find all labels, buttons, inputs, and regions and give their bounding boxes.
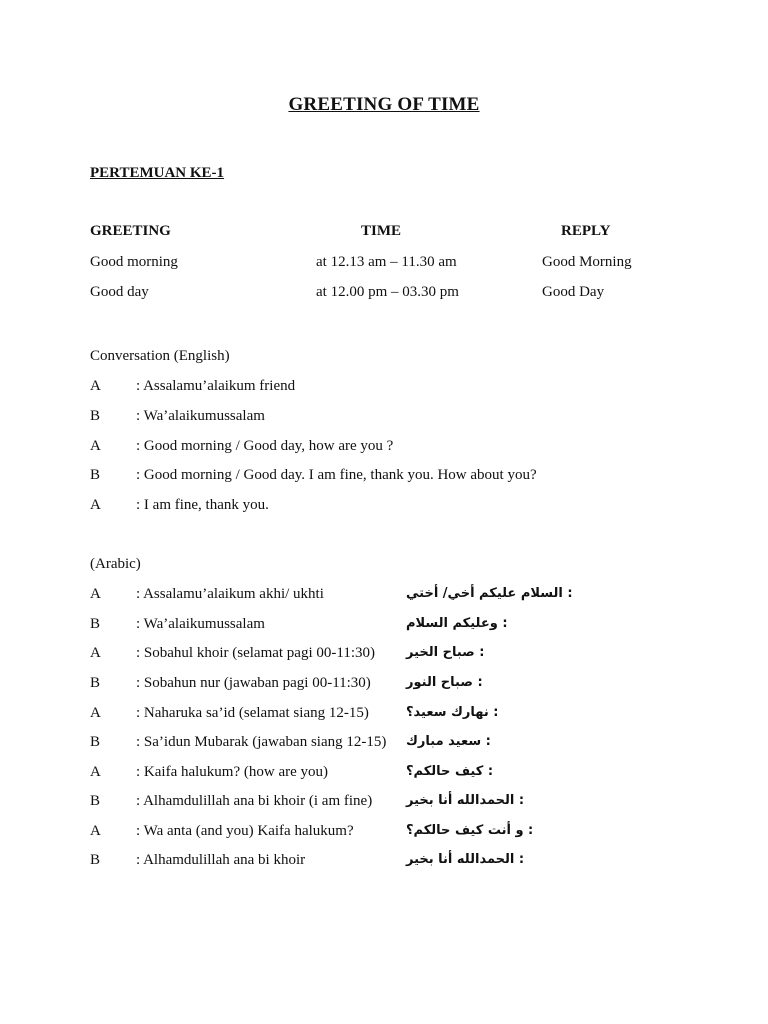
dialogue-line — [0, 793, 768, 813]
speaker: A — [90, 705, 101, 721]
speaker: A — [90, 586, 101, 602]
cell-reply: Good Day — [542, 284, 605, 300]
dialogue-text: : Wa anta (and you) Kaifa halukum? — [136, 823, 354, 839]
dialogue-line — [0, 823, 768, 843]
cell-greeting: Good day — [90, 284, 149, 300]
dialogue-text: : Good morning / Good day. I am fine, thank you. How about you? — [136, 467, 537, 483]
arabic-section-label: (Arabic) — [90, 556, 141, 572]
dialogue-line — [0, 497, 768, 517]
arabic-text: : كيف حالكم؟ — [406, 764, 494, 779]
dialogue-line — [0, 438, 768, 458]
arabic-text: : الحمدالله أنا بخير — [406, 852, 525, 867]
table-row — [0, 284, 768, 304]
speaker: A — [90, 645, 101, 661]
cell-greeting: Good morning — [90, 254, 178, 270]
dialogue-text: : Assalamu’alaikum akhi/ ukhti — [136, 586, 324, 602]
dialogue-line — [0, 645, 768, 665]
speaker: B — [90, 408, 101, 424]
dialogue-line — [0, 467, 768, 487]
dialogue-text: : I am fine, thank you. — [136, 497, 269, 513]
cell-reply: Good Morning — [542, 254, 632, 270]
document-title: GREETING OF TIME — [288, 94, 480, 115]
speaker: B — [90, 616, 101, 632]
dialogue-text: : Kaifa halukum? (how are you) — [136, 764, 329, 780]
session-heading: PERTEMUAN KE-1 — [90, 165, 225, 181]
dialogue-line — [0, 852, 768, 872]
header-greeting: GREETING — [90, 223, 171, 239]
dialogue-line — [0, 705, 768, 725]
english-section-label: Conversation (English) — [90, 348, 230, 364]
dialogue-text: : Wa’alaikumussalam — [136, 408, 265, 424]
speaker: A — [90, 823, 101, 839]
table-row — [0, 254, 768, 274]
speaker: B — [90, 734, 101, 750]
speaker: B — [90, 793, 101, 809]
dialogue-text: : Assalamu’alaikum friend — [136, 378, 296, 394]
dialogue-text: : Good morning / Good day, how are you ? — [136, 438, 394, 454]
dialogue-line — [0, 734, 768, 754]
dialogue-text: : Naharuka sa’id (selamat siang 12-15) — [136, 705, 369, 721]
arabic-text: : الحمدالله أنا بخير — [406, 793, 525, 808]
arabic-text: : صباح الخير — [406, 645, 485, 660]
header-time: TIME — [361, 223, 402, 239]
dialogue-line — [0, 586, 768, 606]
speaker: A — [90, 764, 101, 780]
dialogue-line — [0, 764, 768, 784]
dialogue-text: : Alhamdulillah ana bi khoir (i am fine) — [136, 793, 373, 809]
dialogue-text: : Alhamdulillah ana bi khoir — [136, 852, 306, 868]
dialogue-text: : Sa’idun Mubarak (jawaban siang 12-15) — [136, 734, 387, 750]
header-reply: REPLY — [561, 223, 611, 239]
cell-time: at 12.13 am – 11.30 am — [316, 254, 457, 270]
dialogue-text: : Wa’alaikumussalam — [136, 616, 265, 632]
arabic-text: : وعليكم السلام — [406, 616, 508, 631]
dialogue-line — [0, 616, 768, 636]
dialogue-line — [0, 408, 768, 428]
arabic-text: : سعيد مبارك — [406, 734, 491, 749]
dialogue-line — [0, 675, 768, 695]
table-header — [0, 223, 768, 243]
speaker: B — [90, 675, 101, 691]
speaker: A — [90, 497, 101, 513]
arabic-text: : السلام عليكم أخي/ أختي — [406, 586, 573, 601]
arabic-text: : صباح النور — [406, 675, 483, 690]
speaker: A — [90, 378, 101, 394]
dialogue-text: : Sobahul khoir (selamat pagi 00-11:30) — [136, 645, 375, 661]
dialogue-line — [0, 378, 768, 398]
arabic-text: : نهارك سعيد؟ — [406, 705, 499, 720]
speaker: B — [90, 467, 101, 483]
speaker: B — [90, 852, 101, 868]
dialogue-text: : Sobahun nur (jawaban pagi 00-11:30) — [136, 675, 371, 691]
speaker: A — [90, 438, 101, 454]
cell-time: at 12.00 pm – 03.30 pm — [316, 284, 459, 300]
arabic-text: : و أنت كيف حالكم؟ — [406, 823, 534, 838]
